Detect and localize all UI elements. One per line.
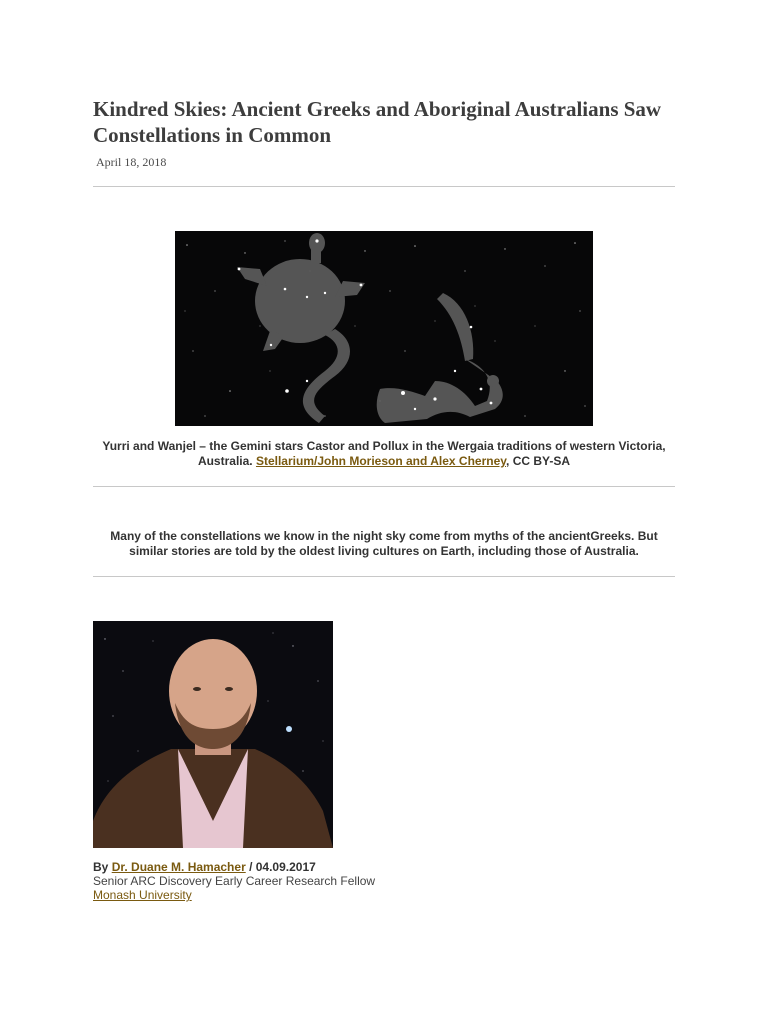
author-role: Senior ARC Discovery Early Career Research Fellow <box>93 874 376 888</box>
divider <box>93 186 675 187</box>
author-link[interactable]: Dr. Duane M. Hamacher <box>111 860 246 874</box>
credit-link[interactable]: Stellarium/John Morieson and Alex Cherney <box>255 454 507 468</box>
turtle-figure <box>237 233 365 423</box>
article-title: Kindred Skies: Ancient Greeks and Aboriginal Australians Saw Constellations in Common <box>93 97 662 147</box>
hero-image <box>175 231 593 426</box>
bright-star <box>286 726 292 732</box>
eye-right <box>225 687 233 691</box>
divider <box>93 576 675 577</box>
constellation-illustration <box>175 231 593 426</box>
figure-caption <box>93 439 675 469</box>
divider <box>93 486 675 487</box>
by-prefix: By <box>93 860 112 874</box>
license-text: , CC BY-SA <box>506 454 571 468</box>
article-lede: Many of the constellations we know in the night sky come from myths of the ancientGreeks. But similar stories are told by the oldest living cultures on Earth, including those of Australia. <box>110 529 658 558</box>
bird-figure <box>377 293 503 423</box>
article-date: April 18, 2018 <box>96 155 167 169</box>
caption-text: Yurri and Wanjel – the Gemini stars Castor and Pollux in the Wergaia traditions of western Victoria, Australia. <box>102 439 666 468</box>
author-photo <box>93 621 333 848</box>
author-portrait-illustration <box>93 621 333 848</box>
byline-date: / 04.09.2017 <box>245 860 316 874</box>
byline-row <box>93 860 593 874</box>
institution-link[interactable]: Monash University <box>93 888 192 902</box>
author-byline <box>93 860 593 902</box>
eye-left <box>193 687 201 691</box>
